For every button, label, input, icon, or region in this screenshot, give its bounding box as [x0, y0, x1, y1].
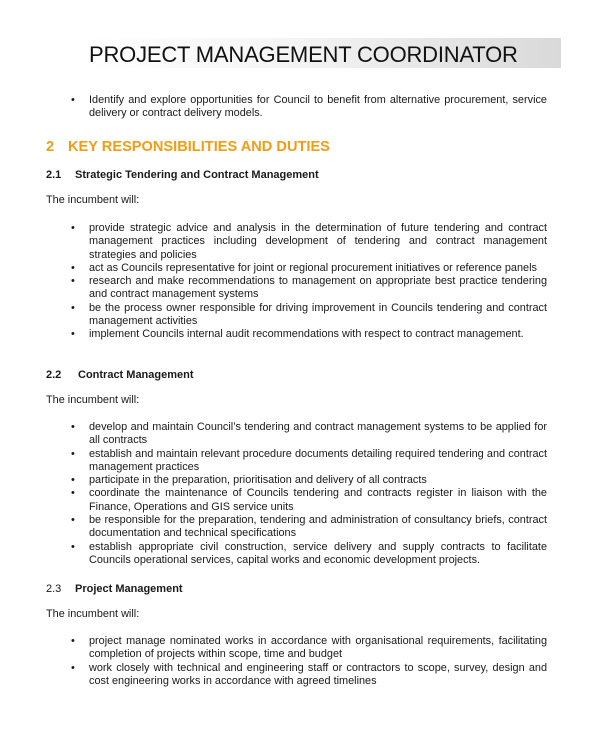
top-bullet-list [89, 94, 547, 121]
list-item: • participate in the preparation, prioritisation and delivery of all contracts [89, 474, 547, 487]
subsection-title: Strategic Tendering and Contract Management [75, 169, 319, 181]
list-item: • act as Councils representative for joint or regional procurement initiatives or reference panels [89, 262, 547, 275]
section-title: KEY RESPONSIBILITIES AND DUTIES [68, 139, 330, 155]
list-item: • implement Councils internal audit recommendations with respect to contract management. [89, 328, 547, 341]
subsection-heading-2-3 [46, 583, 183, 595]
subsection-title: Contract Management [78, 369, 194, 381]
list-item: • establish and maintain relevant procedure documents detailing required tendering and contract management practices [89, 448, 547, 475]
section-number: 2 [46, 139, 55, 155]
intro-text: The incumbent will: [46, 394, 140, 406]
list-item: • provide strategic advice and analysis in the determination of future tendering and contract management practices including development of tendering and contract management strategies and policies [89, 222, 547, 262]
subsection-number: 2.1 [46, 169, 62, 181]
bullet-list-2-1 [89, 222, 547, 342]
list-item: • be the process owner responsible for driving improvement in Councils tendering and contract management activities [89, 302, 547, 329]
list-item: • research and make recommendations to management on appropriate best practice tendering and contract management systems [89, 275, 547, 302]
list-item: • work closely with technical and engineering staff or contractors to scope, survey, design and cost engineering works in accordance with agreed timelines [89, 662, 547, 689]
list-item: • Identify and explore opportunities for Council to benefit from alternative procurement, service delivery or contract delivery models. [89, 94, 547, 121]
bullet-list-2-2 [89, 421, 547, 567]
subsection-number: 2.3 [46, 583, 62, 595]
list-item: • establish appropriate civil construction, service delivery and supply contracts to facilitate Councils operational services, capital works and economic development projects. [89, 541, 547, 568]
section-heading [46, 139, 330, 155]
list-item: • develop and maintain Council’s tendering and contract management systems to be applied for all contracts [89, 421, 547, 448]
subsection-heading-2-1 [46, 169, 319, 181]
intro-text: The incumbent will: [46, 608, 140, 620]
list-item: • coordinate the maintenance of Councils tendering and contracts register in liaison with the Finance, Operations and GIS service units [89, 487, 547, 514]
subsection-number: 2.2 [46, 369, 62, 381]
subsection-heading-2-2 [46, 369, 194, 381]
intro-text: The incumbent will: [46, 194, 140, 206]
subsection-title: Project Management [75, 583, 183, 595]
bullet-list-2-3 [89, 635, 547, 688]
document-title: PROJECT MANAGEMENT COORDINATOR [89, 42, 518, 67]
list-item: • project manage nominated works in accordance with organisational requirements, facilitating completion of projects within scope, time and budget [89, 635, 547, 662]
list-item: • be responsible for the preparation, tendering and administration of consultancy briefs, contract documentation and technical specifications [89, 514, 547, 541]
